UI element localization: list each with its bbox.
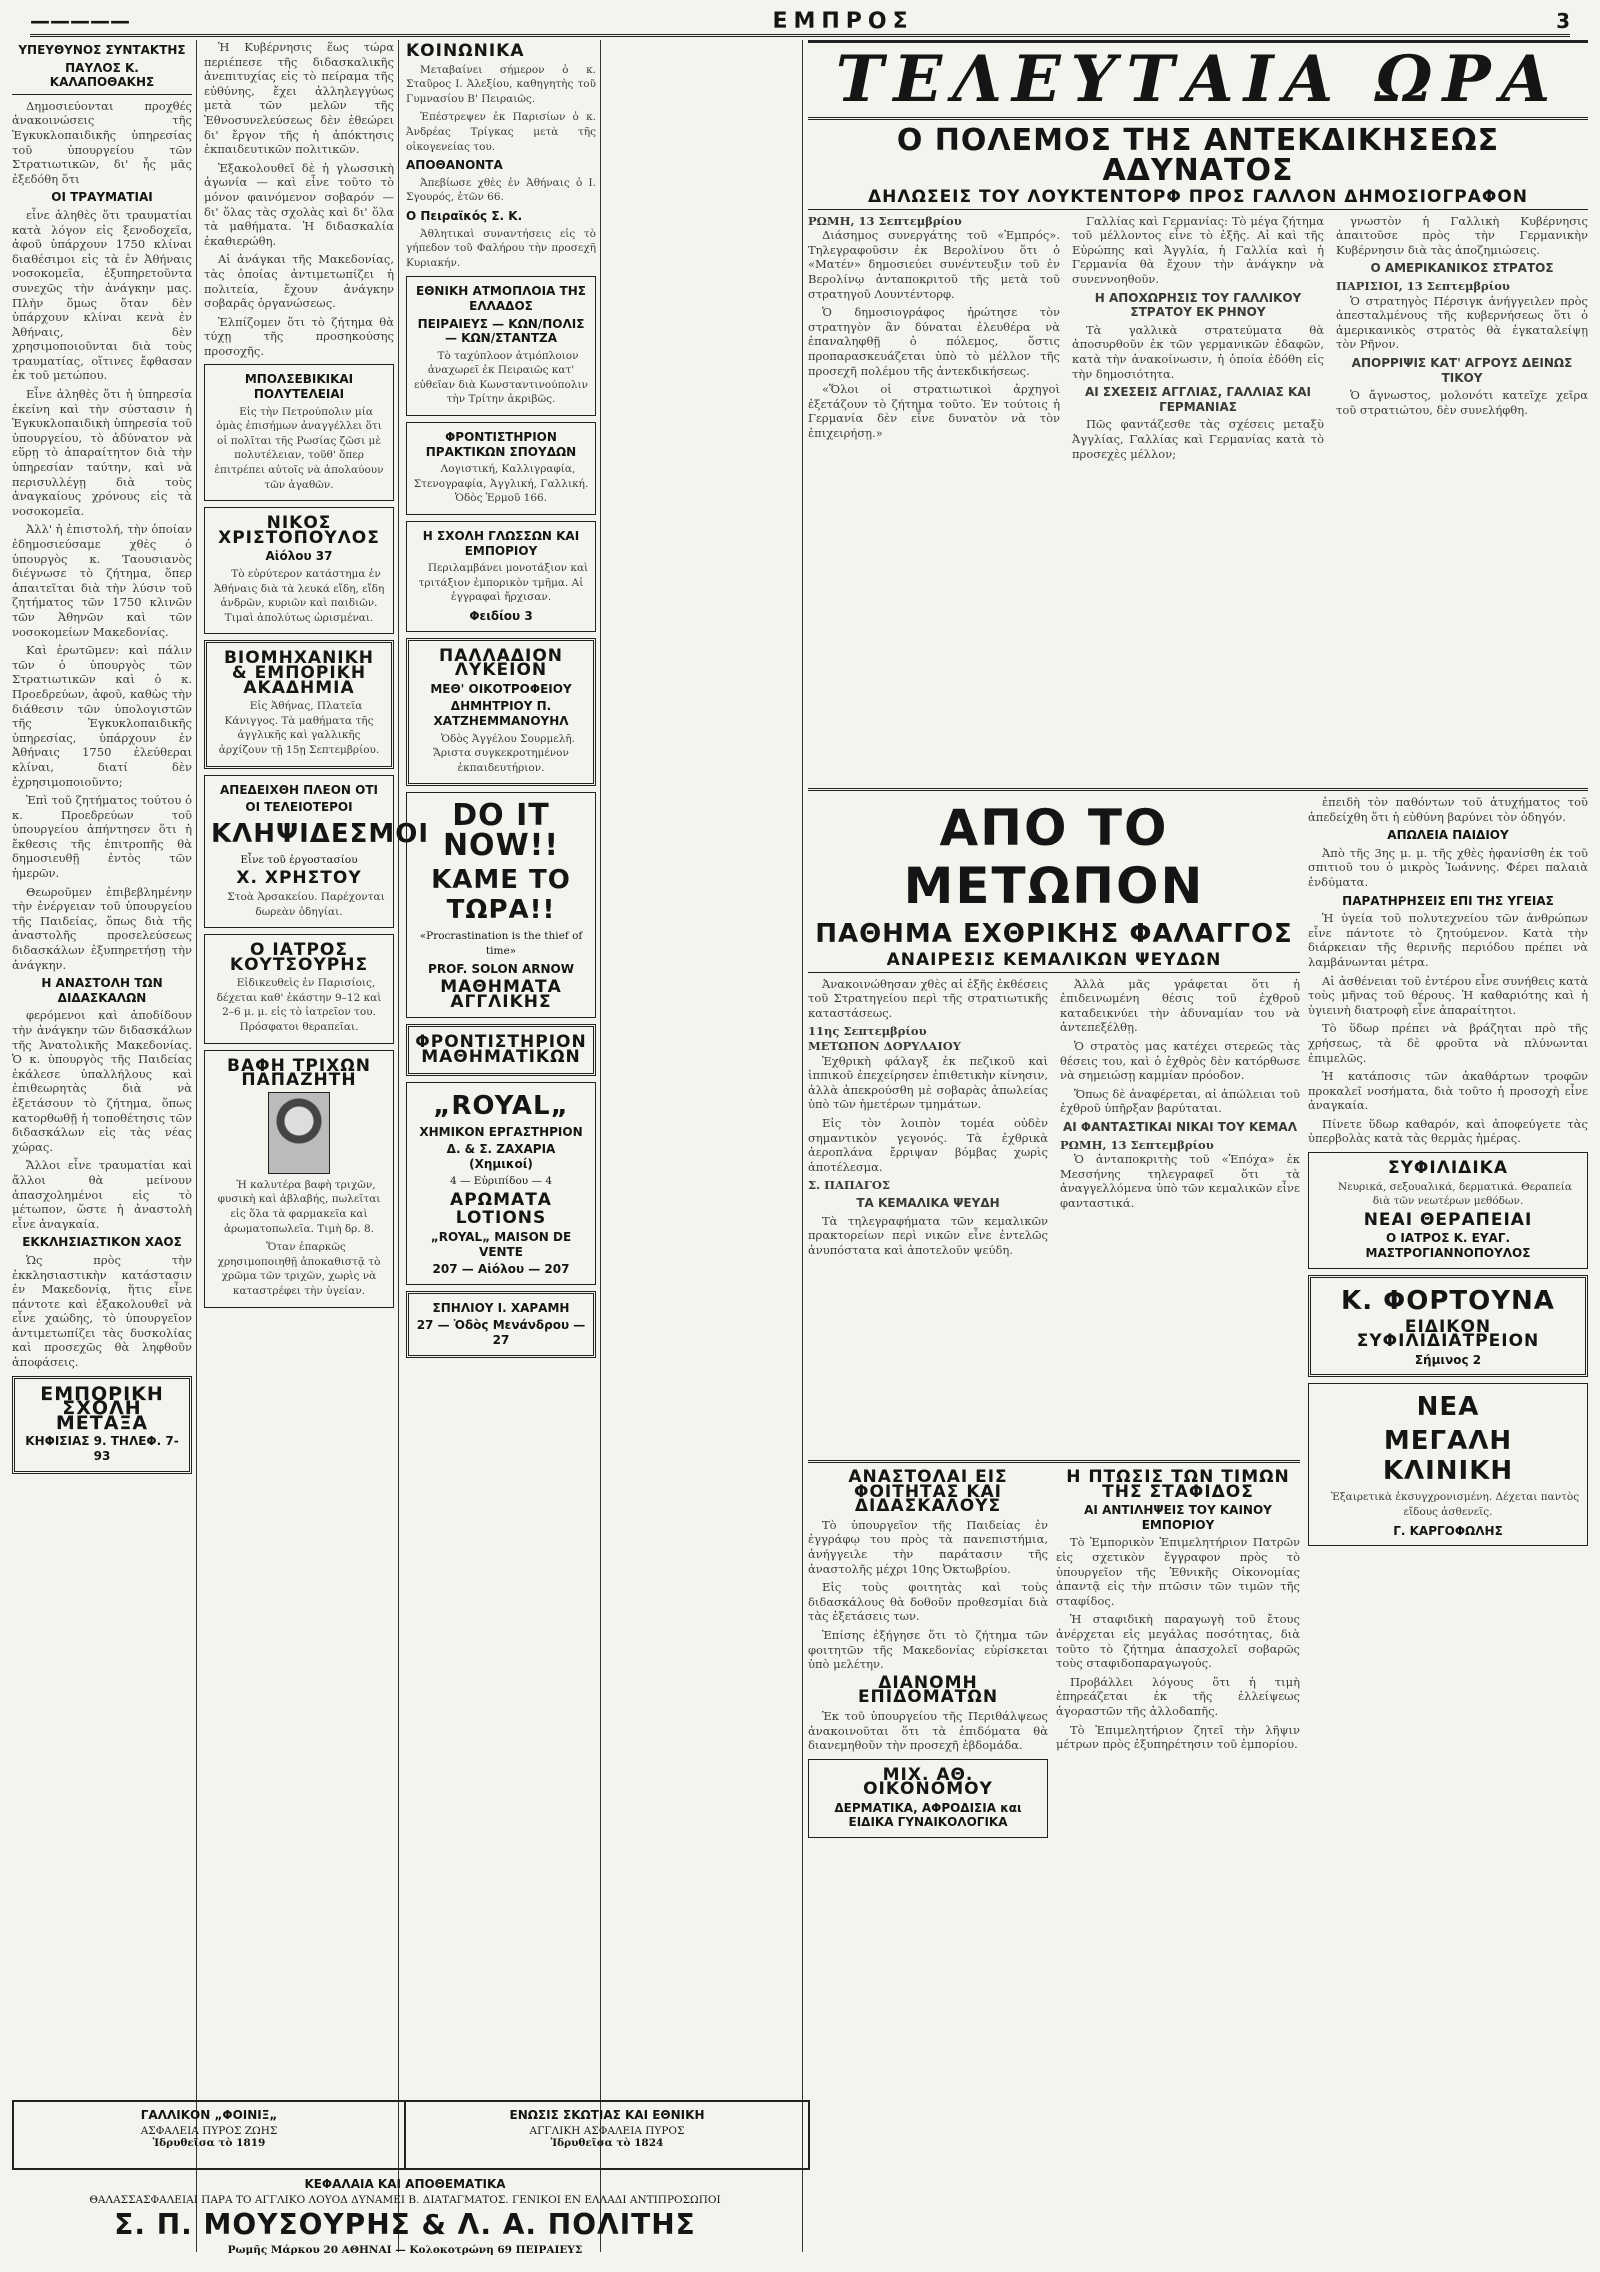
column-rule bbox=[600, 40, 601, 2252]
dateline: ΠΑΡΙΣΙΟΙ, 13 Σεπτεμβρίου bbox=[1336, 278, 1510, 293]
school-ad bbox=[12, 1376, 192, 1474]
klepsydra-ad bbox=[204, 775, 430, 929]
section-heading: ΑΠΩΛΕΙΑ ΠΑΙΔΙΟΥ bbox=[1387, 828, 1509, 843]
shipping-title: ΕΘΝΙΚΗ ΑΤΜΟΠΛΟΙΑ ΤΗΣ ΕΛΛΑΔΟΣ bbox=[416, 284, 586, 313]
royal-shop-address: 207 — Αἰόλου — 207 bbox=[432, 1262, 570, 1277]
phoenix-ad bbox=[12, 2100, 406, 2170]
article-body: Ὡς πρὸς τὴν ἐκκλησιαστικὴν κατάστασιν ἐν Μακεδονίᾳ, ἥτις εἶνε πάντοτε καὶ ἐξακολουθεῖ νὰ εἶνε χαώδης, τὸ ὑπουργεῖον ἀντιμετωπίζει τὰς δυσκολίας καὶ προσεχῶς θὰ ληφθοῦν ἀποφάσεις. bbox=[12, 1252, 192, 1370]
lang-school-address: Φειδίου 3 bbox=[469, 609, 533, 623]
scottish-sub: ΑΓΓΛΙΚΗ ΑΣΦΑΛΕΙΑ ΠΥΡΟΣ bbox=[529, 2125, 685, 2137]
ad-body: Τὸ ταχύπλοον ἀτμόπλοιον ἀναχωρεῖ ἐκ Πειραιῶς κατ' εὐθεῖαν διὰ Κωνσταντινούπολιν τὴν Τρίτην ἀκριβῶς. bbox=[413, 349, 588, 406]
study-title: ΦΡΟΝΤΙΣΤΗΡΙΟΝ ΠΡΑΚΤΙΚΩΝ ΣΠΟΥΔΩΝ bbox=[425, 430, 577, 459]
signature: Σ. ΠΑΠΑΓΟΣ bbox=[808, 1178, 891, 1193]
section-heading: Η ΑΠΟΧΩΡΗΣΙΣ ΤΟΥ ΓΑΛΛΙΚΟΥ ΣΤΡΑΤΟΥ ΕΚ ΡΗΝΟΥ bbox=[1094, 290, 1302, 320]
academy-ad bbox=[204, 640, 394, 768]
syphilis-title: ΣΥΦΙΛΙΔΙΚΑ bbox=[1388, 1158, 1508, 1179]
english-title: ΜΑΘΗΜΑΤΑ ΑΓΓΛΙΚΗΣ bbox=[440, 977, 562, 1012]
fortouna-name: Κ. ΦΟΡΤΟΥΝΑ bbox=[1341, 1285, 1555, 1316]
doctor-name: Ο ΙΑΤΡΟΣ Κ. ΕΥΑΓ. ΜΑΣΤΡΟΓΙΑΝΝΟΠΟΥΛΟΣ bbox=[1365, 1231, 1531, 1261]
clinic-ad bbox=[1308, 1383, 1588, 1546]
insurance-agents: Σ. Π. ΜΟΥΣΟΥΡΗΣ & Λ. Α. ΠΟΛΙΤΗΣ bbox=[114, 2208, 696, 2241]
article-body: Εἰς τὴν Πετρούπολιν μία ὁμὰς ἐπισήμων ἀναγγέλλει ὅτι οἱ πολῖται τῆς Ρωσίας ζῶσι μὲ πολυτέλειαν, τοῦθ' ὅπερ ἐπιτρέπει αὐτοῖς νὰ ἀπολαύουν τῶν ἀγαθῶν. bbox=[214, 405, 384, 491]
editor-name: ΠΑΥΛΟΣ Κ. ΚΑΛΑΠΟΘΑΚΗΣ bbox=[49, 60, 155, 90]
war-subheadline: ΔΗΛΩΣΕΙΣ ΤΟΥ ΛΟΥΚΤΕΝΤΟΡΦ ΠΡΟΣ ΓΑΛΛΟΝ ΔΗΜΟΣΙΟΓΡΑΦΟΝ bbox=[867, 187, 1529, 207]
royal-ad bbox=[406, 1082, 596, 1285]
section-heading: ΟΙ ΤΡΑΥΜΑΤΙΑΙ bbox=[51, 190, 153, 205]
article-body: ἐπειδὴ τὸν παθόντων τοῦ ἀτυχήματος τοῦ ἀπεδείχθη ὅτι ἡ εὐθύνη βαρύνει τὸν ὁδηγόν. bbox=[1308, 795, 1588, 824]
ad-body: Ἐξαιρετικὰ ἐκσυγχρονισμένη. Δέχεται παντὸς εἴδους ἀσθενεῖς. bbox=[1330, 1491, 1580, 1518]
christopoulos-ad bbox=[204, 507, 394, 634]
ophthalmologist-address: 27 — Ὁδὸς Μενάνδρου — 27 bbox=[416, 1318, 586, 1348]
ad-slogan-greek: ΚΑΜΕ ΤΟ ΤΩΡΑ!! bbox=[431, 865, 571, 926]
article-body: Ἡ ὑγεία τοῦ πολυτεχνείου τῶν ἀνθρώπων εἶνε πάντοτε τὸ ζητούμενον. Κατὰ τὴν διάρκειαν τῆς θερινῆς περιόδου πρέπει νὰ λαμβάνωνται μέτρα. Αἱ ἀσθένειαι τοῦ ἐντέρου εἶνε συνήθεις κατὰ τοὺς μῆνας τοῦ θέρους. Ἡ καθαριότης καὶ ἡ ὑγιεινὴ διατροφὴ εἶνε ἀπαραίτητοι. Τὸ ὕδωρ πρέπει νὰ βράζηται πρὸ τῆς χρήσεως, τὰ δὲ φροῦτα νὰ πλύνωνται ἐπιμελῶς. Ἡ κατάποσις τῶν ἀκαθάρτων τροφῶν προκαλεῖ νοσήματα, διὰ τοῦτο ἡ προσοχὴ εἶνε ἀναγκαία. Πίνετε ὕδωρ καθαρόν, καὶ ἀποφεύγετε τὰς ὑπερβολὰς κατὰ τὰς θερμὰς ἡμέρας. bbox=[1308, 911, 1588, 1146]
lyceum-director: ΔΗΜΗΤΡΙΟΥ Π. ΧΑΤΖΗΕΜΜΑΝΟΥΗΛ bbox=[433, 699, 569, 728]
ad-line: Εἶνε τοῦ ἐργοστασίου bbox=[240, 853, 358, 866]
ad-slogan: DO IT NOW!! bbox=[442, 798, 560, 864]
ad-body: Τὸ εὐρύτερον κατάστημα ἐν Ἀθήναις διὰ τὰ λευκά εἴδη, εἴδη ἀνδρῶν, κυριῶν καὶ παιδιῶν. Τιμαὶ ἀπολύτως ὡρισμέναι. bbox=[213, 568, 385, 624]
insurance-footer bbox=[12, 2174, 798, 2256]
fortouna-address: Σήμινος 2 bbox=[1414, 1352, 1482, 1367]
section-divider bbox=[808, 788, 1588, 791]
suspension-section bbox=[808, 1466, 1048, 2056]
column-3 bbox=[406, 40, 596, 1510]
sport-heading: Ο Πειραϊκός Σ. Κ. bbox=[406, 208, 523, 223]
new-therapy-title: ΝΕΑΙ ΘΕΡΑΠΕΙΑΙ bbox=[1363, 1209, 1533, 1230]
article-body: Ἀλλὰ μᾶς γράφεται ὅτι ἡ ἐπιδεινωμένη θέσις τοῦ ἐχθροῦ καταδεικνύει τὴν ἀδυναμίαν του νὰ ἀντεπεξέλθῃ. Ὁ στρατὸς μας κατέχει στερεῶς τὰς θέσεις του, καὶ ὁ ἐχθρὸς δὲν κατόρθωσε νὰ σημειώσῃ καμμίαν πρόοδον. Ὅπως δὲ ἀναφέρεται, αἱ ἀπώλειαι τοῦ ἐχθροῦ ὑπῆρξαν βαρύταται. ΑΙ ΦΑΝΤΑΣΤΙΚΑΙ ΝΙΚΑΙ ΤΟΥ ΚΕΜΑΛ ΡΩΜΗ, 13 Σεπτεμβρίου Ὁ ἀνταποκριτὴς τοῦ «Ἐπόχα» ἐκ Μεσσήνης τηλεγραφεῖ ὅτι τὰ ἀναγγελλόμενα ὑπὸ τῶν κεμαλικῶν εἶνε φανταστικά. bbox=[1060, 976, 1300, 1210]
section-heading: ΤΑ ΚΕΜΑΛΙΚΑ ΨΕΥΔΗ bbox=[856, 1195, 1000, 1210]
front-headline: ΑΠΟ ΤΟ ΜΕΤΩΠΟΝ bbox=[903, 799, 1205, 915]
bolshevik-notice bbox=[204, 364, 394, 501]
lyceum-subtitle: ΜΕΘ' ΟΙΚΟΤΡΟΦΕΙΟΥ bbox=[430, 681, 572, 696]
ad-body: Εἰς Ἀθήνας, Πλατεῖα Κάνιγγος. Τὰ μαθήματα τῆς ἀγγλικῆς καὶ γαλλικῆς ἀρχίζουν τῇ 15ῃ Σεπτεμβρίου. bbox=[218, 700, 380, 756]
shipping-ad bbox=[406, 276, 596, 416]
column-rule bbox=[802, 40, 803, 2252]
section-subheading: ΑΙ ΑΝΤΙΛΗΨΕΙΣ ΤΟΥ ΚΑΙΝΟΥ ΕΜΠΟΡΙΟΥ bbox=[1084, 1503, 1272, 1532]
front-date: 11ης Σεπτεμβρίου bbox=[808, 1024, 927, 1039]
paper-name: ΕΜΠΡΟΣ bbox=[772, 8, 914, 34]
article-body: Τὸ Ἐμπορικὸν Ἐπιμελητήριον Πατρῶν εἰς σχετικὸν ἔγγραφον πρὸς τὸ ὑπουργεῖον τῆς Ἐθνικῆς Οἰκονομίας ἀπαντᾷ εἰς τὴν πτῶσιν τῶν τιμῶν τῆς σταφίδος. Ἡ σταφιδικὴ παραγωγὴ τοῦ ἔτους ἀνέρχεται εἰς μεγάλας ποσότητας, διὰ τοῦτο τὸ ζήτημα ἀπασχολεῖ σοβαρῶς τοὺς σταφιδοπαραγωγούς. Προβάλλει λόγους ὅτι ἡ τιμὴ ἐπηρεάζεται ἐκ τῆς ἐλλείψεως ἀγοραστῶν τῆς ἀλλοδαπῆς. Τὸ Ἐπιμελητήριον ζητεῖ τὴν λῆψιν μέτρων πρὸς ἐξυπηρέτησιν τοῦ ἐμπορίου. bbox=[1056, 1535, 1300, 1752]
math-title: ΦΡΟΝΤΙΣΤΗΡΙΟΝ ΜΑΘΗΜΑΤΙΚΩΝ bbox=[415, 1032, 587, 1067]
doctor-name: Ο ΙΑΤΡΟΣ ΚΟΥΤΣΟΥΡΗΣ bbox=[229, 940, 369, 975]
deaths-heading: ΑΠΟΘΑΝΟΝΤΑ bbox=[406, 158, 503, 173]
section-divider bbox=[808, 1460, 1300, 1463]
advertiser-address: Αἰόλου 37 bbox=[265, 549, 333, 564]
article-body: Ἡ Κυβέρνησις ἕως τώρα περιέπεσε τῆς διδασκαλικῆς ἀνεπιτυχίας εἰς τὸ πείραμα τῆς εὐθύνης, ἔχει ἀλληλεγγύως μετὰ τῶν μελῶν τῆς Ἐθνοσυνελεύσεως δὲν ἐθεώρει δι' ἔργον τῆς ἡ ἀπόκτησις ἐκπαιδευτικῶν πολιτικῶν. Ἐξακολουθεῖ δὲ ἡ γλωσσικὴ ἀγωνία — καὶ εἶνε τοῦτο τὸ μόνον φαινόμενον σοβαρόν — δι' ὅλας τὰς σχολὰς καὶ δι' ὅλα τὰ μαθήματα. Ἡ διδασκαλία ἐκαθιερώθη. Αἱ ἀνάγκαι τῆς Μακεδονίας, τὰς ὁποίας ἀντιμετωπίζει ἡ πολιτεία, ἔχουν ἀνάγκην σοβαρᾶς ὀργανώσεως. Ἐλπίζομεν ὅτι τὸ ζήτημα θὰ τύχῃ τῆς προσηκούσης προσοχῆς. bbox=[204, 40, 394, 358]
study-ad bbox=[406, 422, 596, 515]
article-body: φερόμενοι καὶ ἀποδίδουν τὴν ἀνάγκην τῶν διδασκάλων τῆς Ἀνατολικῆς Μακεδονίας. Ὁ κ. ὑπουργὸς τῆς Παιδείας ἐκάλεσε ὑπαλλήλους καὶ ἐπιθεωρητὰς διὰ νὰ ἐξετάσουν τὸ ζήτημα, ὅπως κατορθωθῇ ἡ τοποθέτησις τῶν διδασκάλων εἰς τὰς νέας χώρας. Ἄλλοι εἶνε τραυματίαι καὶ ἄλλοι θὰ μείνουν ἀπασχολημένοι εἰς τὸ μέτωπον, ὥστε ἡ ἀναστολὴ εἶνε ἀναγκαία. bbox=[12, 1008, 192, 1231]
insurance-marine: ΘΑΛΑΣΣΑΣΦΑΛΕΙΑΙ ΠΑΡΑ ΤΟ ΑΓΓΛΙΚΟ ΛΟΥΟΔ ΔΥΝΑΜΕΙ Β. ΔΙΑΤΑΓΜΑΤΟΣ. ΓΕΝΙΚΟΙ ΕΝ ΕΛΛΑΔΙ ΑΝΤΙΠΡΟΣΩΠΟΙ bbox=[89, 2194, 721, 2206]
ad-body: Νευρικά, σεξουαλικά, δερματικά. Θεραπεία διὰ τῶν νεωτέρων μεθόδων. bbox=[1338, 1180, 1572, 1208]
woman-portrait-icon bbox=[268, 1092, 330, 1174]
ad-product: ΚΛΗΨΙΔΕΣΜΟΙ bbox=[211, 818, 430, 849]
section-heading: Η ΠΤΩΣΙΣ ΤΩΝ ΤΙΜΩΝ ΤΗΣ ΣΤΑΦΙΔΟΣ bbox=[1066, 1467, 1290, 1502]
fortouna-sub: ΕΙΔΙΚΟΝ ΣΥΦΙΛΙΔΙΑΤΡΕΙΟΝ bbox=[1356, 1316, 1540, 1352]
war-headline: Ο ΠΟΛΕΜΟΣ ΤΗΣ ΑΝΤΕΚΔΙΚΗΣΕΩΣ ΑΔΥΝΑΤΟΣ bbox=[896, 123, 1500, 188]
scottish-ad bbox=[404, 2100, 810, 2170]
section-heading: ΑΠΟΡΡΙΨΙΣ ΚΑΤ' ΑΓΡΟΥΣ ΔΕΙΝΩΣ ΤΙΚΟΥ bbox=[1351, 355, 1573, 385]
lang-school-title: Η ΣΧΟΛΗ ΓΛΩΣΣΩΝ ΚΑΙ ΕΜΠΟΡΙΟΥ bbox=[422, 529, 580, 558]
insurance-capital: ΚΕΦΑΛΑΙΑ ΚΑΙ ΑΠΟΘΕΜΑΤΙΚΑ bbox=[304, 2177, 506, 2191]
ad-body: Λογιστική, Καλλιγραφία, Στενογραφία, Ἀγγλική, Γαλλική. Ὁδὸς Ἑρμοῦ 166. bbox=[413, 463, 589, 505]
shipping-route: ΠΕΙΡΑΙΕΥΣ — ΚΩΝ/ΠΟΛΙΣ — ΚΩΝ/ΣΤΑΝΤΖΑ bbox=[417, 316, 585, 346]
article-body: εἶνε ἀληθὲς ὅτι τραυματίαι κατὰ λόγον εἰς ξενοδοχεῖα, ἀφοῦ ὑπάρχουν 1750 κλίναι διαθέσιμοι εἰς τὰ ἐν Ἀθήναις νοσοκομεῖα, ἐξυπηρετοῦντα συνεχῶς τὴν ἀνάγκην μας. Πλὴν ὅμως ὅταν δὲν ὑπάρχουν κλίναι κενὰ ἐν Ἀθήναις, δὲν χρησιμοποιοῦνται διὰ τοὺς τραυματίας, οἵτινες ἔφθασαν ἐκ τοῦ μετώπου. Εἶνε ἀληθὲς ὅτι ἡ ὑπηρεσία ἐκείνη καὶ τὴν σύστασιν ἡ Ἐγκυκλοπαιδικὴ ὑπηρεσία τοῦ ὑπουργείου, τὸ ἀδύνατον νὰ εὕρῃ τὸ ἀπαραίτητον διὰ τὴν ὑπηρεσίαν ταύτην, καὶ νὰ περισυλλέγῃ διὰ τοὺς ἀναγκαίους χρόνους εἰς τὰ νοσοκομεῖα. Ἀλλ' ἡ ἐπιστολή, τὴν ὁποίαν ἐδημοσιεύσαμε χθὲς ὁ ὑπουργὸς κ. Ταουσιανὸς διέγνωσε τὸ ζήτημα, ὅπερ ἀπαιτεῖται διὰ τὴν λύσιν τοῦ ζητήματος τῶν 1750 κλινῶν τῶν Ἀθηνῶν καὶ τῶν νοσοκομείων Μακεδονίας. Καὶ ἐρωτῶμεν: καὶ πάλιν τῶν ὁ ὑπουργὸς τῶν Στρατιωτικῶν καὶ ὁ κ. Προεδρεύων, ἀφοῦ, καθὼς τὴν διάθεσιν τῶν ὑπολογιστῶν τῆς Ἐγκυκλοπαιδικῆς ὑπηρεσίας, ὑπάρχουν ἐν Ἀθήναις 1750 ἐλεύθεραι κλίναι, διατί δὲν ἐχρησιμοποιοῦντο; Ἐπὶ τοῦ ζητήματος τούτου ὁ κ. Προεδρεύων τοῦ ὑπουργείου ἀπήντησεν ὅτι ἡ ἔκθεσις τῆς ἐπιτροπῆς θὰ δημοσιευθῇ ἐντὸς τῶν ἡμερῶν. Θεωροῦμεν ἐπιβεβλημένην τὴν ἐνέργειαν τοῦ ὑπουργείου τῆς Παιδείας, ὅπως διὰ τῆς ἀναστολῆς προσελεύσεως διδασκάλων ἐξυπηρετήσῃ τὴν ἀνάγκην. bbox=[12, 207, 192, 972]
lotions: LOTIONS bbox=[455, 1208, 547, 1229]
section-heading: ΕΚΚΛΗΣΙΑΣΤΙΚΟΝ ΧΑΟΣ bbox=[22, 1235, 182, 1250]
school-title: ΕΜΠΟΡΙΚΗ ΣΧΟΛΗ ΜΕΤΑΞΑ bbox=[40, 1382, 164, 1434]
column-1 bbox=[12, 40, 192, 1510]
section-heading: ΑΙ ΦΑΝΤΑΣΤΙΚΑΙ ΝΙΚΑΙ ΤΟΥ ΚΕΜΑΛ bbox=[1062, 1119, 1297, 1134]
ad-body: Περιλαμβάνει μονοτάξιον καὶ τριτάξιον ἐμπορικὸν τμῆμα. Αἱ ἐγγραφαὶ ἤρχισαν. bbox=[418, 562, 589, 604]
article-body: Ἀθλητικαὶ συναντήσεις εἰς τὸ γήπεδον τοῦ Φαλήρου τὴν προσεχῆ Κυριακήν. bbox=[406, 227, 596, 269]
front-subheadline: ΠΑΘΗΜΑ ΕΧΘΡΙΚΗΣ ΦΑΛΑΓΓΟΣ bbox=[815, 919, 1293, 949]
ad-quote: «Procrastination is the thief of time» bbox=[419, 930, 583, 957]
economou-ad bbox=[808, 1759, 1048, 1838]
royal-owner: Δ. & Σ. ΖΑΧΑΡΙΑ (Χημικοί) bbox=[446, 1142, 556, 1171]
ad-body: Στοὰ Ἀρσακείου. Παρέχονται δωρεὰν ὁδηγίαι. bbox=[227, 890, 385, 918]
article-body: Δημοσιεύονται προχθές ἀνακοινώσεις τῆς Ἐγκυκλοπαιδικῆς ὑπηρεσίας τοῦ ὑπουργείου τῶν Στρατιωτικῶν, δι' ἧς μᾶς ἐξεδόθη ὅτι bbox=[12, 98, 192, 186]
insurance-address: Ρωμῆς Μάρκου 20 ΑΘΗΝΑΙ — Κολοκοτρώνη 69 ΠΕΙΡΑΙΕΥΣ bbox=[227, 2244, 583, 2256]
article-body: γνωστὸν ἡ Γαλλικὴ Κυβέρνησις ἀπαιτοῦσε πρὸς τὴν Γερμανικὴν Κυβέρνησιν διὰ τὰς ἀποζημιώσεις. Ο ΑΜΕΡΙΚΑΝΙΚΟΣ ΣΤΡΑΤΟΣ ΠΑΡΙΣΙΟΙ, 13 Σεπτεμβρίου Ὁ στρατηγὸς Πέρσιγκ ἀνήγγειλεν πρὸς ἀπεσταλμένους τῆς κυβερνήσεως ὅτι ὁ ἀμερικανικὸς στρατὸς θὰ ἐγκαταλείψῃ τὸν Ρῆνον. ΑΠΟΡΡΙΨΙΣ ΚΑΤ' ΑΓΡΟΥΣ ΔΕΙΝΩΣ ΤΙΚΟΥ Ὁ ἄγνωστος, μολονότι κατεῖχε χεῖρα τοῦ στρατιώτου, δὲν συνελήφθη. bbox=[1336, 213, 1588, 417]
section-heading: ΑΝΑΣΤΟΛΑΙ ΕΙΣ ΦΟΙΤΗΤΑΣ ΚΑΙ ΔΙΔΑΣΚΑΛΟΥΣ bbox=[848, 1467, 1008, 1517]
phoenix-sub: ΑΣΦΑΛΕΙΑ ΠΥΡΟΣ ΖΩΗΣ bbox=[140, 2125, 278, 2137]
page-number: 3 bbox=[1556, 9, 1570, 33]
clinic-new: ΝΕΑ bbox=[1416, 1392, 1480, 1423]
article-body: Γαλλίας καὶ Γερμανίας: Τὸ μέγα ζήτημα τοῦ μέλλοντος εἶνε τὸ ἑξῆς. Αἱ καὶ τῆς Εὐρώπης καὶ Ἀγγλία, ἡ Γαλλία καὶ ἡ Γερμανία θὰ ἔχουν τὴν ἀνάγκην νὰ συνεννοηθοῦν. Η ΑΠΟΧΩΡΗΣΙΣ ΤΟΥ ΓΑΛΛΙΚΟΥ ΣΤΡΑΤΟΥ ΕΚ ΡΗΝΟΥ Τὰ γαλλικὰ στρατεύματα θὰ ἀποσυρθοῦν ἐκ τῶν γερμανικῶν ἐδαφῶν, κατὰ τὴν ἀνακοίνωσιν, ἡ ὁποία ἐδόθη εἰς τὴν δημοσιότητα. ΑΙ ΣΧΕΣΕΙΣ ΑΓΓΛΙΑΣ, ΓΑΛΛΙΑΣ ΚΑΙ ΓΕΡΜΑΝΙΑΣ Πῶς φαντάζεσθε τὰς σχέσεις μεταξὺ Ἀγγλίας, Γαλλίας καὶ Γερμανίας κατὰ τὸ προσεχὲς μέλλον; bbox=[1072, 213, 1324, 461]
royal-sub: ΧΗΜΙΚΟΝ ΕΡΓΑΣΤΗΡΙΟΝ bbox=[419, 1124, 583, 1139]
lang-school-ad bbox=[406, 521, 596, 632]
last-hour-section bbox=[808, 40, 1588, 785]
front-subheadline-2: ΑΝΑΙΡΕΣΙΣ ΚΕΜΑΛΙΚΩΝ ΨΕΥΔΩΝ bbox=[886, 950, 1222, 970]
english-ad bbox=[406, 792, 596, 1018]
lyceum-ad bbox=[406, 638, 596, 787]
academy-title: ΒΙΟΜΗΧΑΝΙΚΗ & ΕΜΠΟΡΙΚΗ ΑΚΑΔΗΜΙΑ bbox=[223, 648, 375, 698]
masthead bbox=[30, 8, 1570, 37]
ophthalmologist-name: ΣΠΗΛΙΟΥ Ι. ΧΑΡΑΜΗ bbox=[432, 1300, 570, 1315]
column-2 bbox=[204, 40, 430, 1510]
royal-name: „ROYAL„ bbox=[433, 1090, 569, 1121]
section-heading: ΠΑΡΑΤΗΡΗΣΕΙΣ ΕΠΙ ΤΗΣ ΥΓΕΙΑΣ bbox=[1342, 893, 1554, 908]
dateline: ΡΩΜΗ, 13 Σεπτεμβρίου bbox=[808, 213, 962, 228]
social-heading: ΚΟΙΝΩΝΙΚΑ bbox=[406, 41, 525, 61]
ad-line: ΑΠΕΔΕΙΧΘΗ ΠΛΕΟΝ ΟΤΙ bbox=[220, 782, 378, 797]
ophthalmologist-ad bbox=[406, 1291, 596, 1358]
section-heading: Η ΑΝΑΣΤΟΛΗ ΤΩΝ ΔΙΔΑΣΚΑΛΩΝ bbox=[41, 976, 163, 1005]
masthead-left-rule: ————— bbox=[30, 9, 130, 33]
lyceum-title: ΠΑΛΛΑΔΙΟΝ ΛΥΚΕΙΟΝ bbox=[438, 645, 563, 681]
section-heading: ΑΙ ΣΧΕΣΕΙΣ ΑΓΓΛΙΑΣ, ΓΑΛΛΙΑΣ ΚΑΙ ΓΕΡΜΑΝΙΑΣ bbox=[1084, 385, 1312, 414]
aromata: ΑΡΩΜΑΤΑ bbox=[450, 1189, 552, 1210]
clinic-title: ΜΕΓΑΛΗ ΚΛΙΝΙΚΗ bbox=[1382, 1426, 1514, 1487]
column-rule bbox=[398, 40, 399, 2252]
front-sector: ΜΕΤΩΠΟΝ ΔΟΡΥΛΑΙΟΥ bbox=[808, 1038, 961, 1053]
column-rule bbox=[196, 40, 197, 2252]
article-body: Ἀνακοινώθησαν χθὲς αἱ ἑξῆς ἐκθέσεις τοῦ Στρατηγείου περὶ τῆς στρατιωτικῆς καταστάσεως. 11ης Σεπτεμβρίου ΜΕΤΩΠΟΝ ΔΟΡΥΛΑΙΟΥ Ἐχθρικὴ φάλαγξ ἐκ πεζικοῦ καὶ ἱππικοῦ ἐπεχείρησεν ἐπιθετικὴν κίνησιν, ἀλλὰ ἀπεκρούσθη μὲ σοβαρὰς ἀπωλείας ὑπὸ τῶν ἡμετέρων τμημάτων. Εἰς τὸν λοιπὸν τομέα οὐδὲν σημαντικὸν γεγονός. Τὰ ἐχθρικὰ ἀεροπλάνα ἔρριψαν βόμβας χωρὶς ἀποτέλεσμα. Σ. ΠΑΠΑΓΟΣ ΤΑ ΚΕΜΑΛΙΚΑ ΨΕΥΔΗ Τὰ τηλεγραφήματα τῶν κεμαλικῶν πρακτορείων περὶ νικῶν εἶνε ἐντελῶς ἀνυπόστατα καὶ ἀποτελοῦν ψεύδη. bbox=[808, 976, 1048, 1257]
responsible-editor-label: ΥΠΕΥΘΥΝΟΣ ΣΥΝΤΑΚΤΗΣ bbox=[18, 43, 186, 57]
section-heading: Ο ΑΜΕΡΙΚΑΝΙΚΟΣ ΣΤΡΑΤΟΣ bbox=[1370, 261, 1554, 276]
section-heading: ΔΙΑΝΟΜΗ ΕΠΙΔΟΜΑΤΩΝ bbox=[857, 1672, 999, 1708]
ad-body: Ὁδὸς Ἀγγέλου Σουρμελῆ. Ἄριστα συγκεκροτημένον ἐκπαιδευτήριον. bbox=[433, 732, 575, 774]
doctor-ad bbox=[204, 934, 394, 1044]
article-body: Ἀπεβίωσε χθὲς ἐν Ἀθήναις ὁ Ι. Σγουρός, ἐτῶν 66. bbox=[406, 176, 596, 204]
fortouna-ad bbox=[1308, 1275, 1588, 1378]
article-body: ΡΩΜΗ, 13 Σεπτεμβρίου Διάσημος συνεργάτης τοῦ «Ἐμπρός». Τηλεγραφοῦσιν ἐκ Βερολίνου ὅτι ὁ «Ματέν» δημοσιεύει συνέντευξιν τοῦ ἐν Βερολίνῳ ἀνταποκριτοῦ τῆς μετὰ τοῦ στρατηγοῦ Λουντέντορφ. Ὁ δημοσιογράφος ἠρώτησε τὸν στρατηγὸν ἂν δύναται ἐλευθέρα νὰ ἐπαναληφθῇ ὁ πόλεμος, ὅστις προπαρασκευάζεται ὑπὸ τὸ μέλλον τῆς προσεχῆ πολέμου τῆς ἀντεκδικήσεως. «Ὅλοι οἱ στρατιωτικοὶ ἀρχηγοὶ ἐξετάζουν τὸ ζήτημα τοῦτο. Ἐν τούτοις ἡ Γερμανία δὲν εἶνε δυνατὸν νὰ τὸν ἐπιχειρήσῃ.» bbox=[808, 213, 1060, 440]
hair-dye-title: ΒΑΦΗ ΤΡΙΧΩΝ ΠΑΠΑΖΗΤΗ bbox=[227, 1055, 371, 1091]
phoenix-year: Ἱδρυθεῖσα τὸ 1819 bbox=[152, 2137, 266, 2149]
ad-line: ΟΙ ΤΕΛΕΙΟΤΕΡΟΙ bbox=[245, 800, 353, 815]
ad-body: Εἰδικευθεὶς ἐν Παρισίοις, δέχεται καθ' ἑκάστην 9–12 καὶ 2–6 μ. μ. εἰς τὸ ἰατρεῖον του. Πρόσφατοι θεραπεῖαι. bbox=[216, 977, 382, 1034]
ad-body: Ἡ καλυτέρα βαφὴ τριχῶν, φυσικὴ καὶ ἀβλαβής, πωλεῖται εἰς ὅλα τὰ φαρμακεῖα καὶ ἀρωματοπωλεῖα. Τιμὴ δρ. 8. Ὅταν ἐπαρκῶς χρησιμοποιηθῇ ἀποκαθιστᾷ τὸ χρῶμα τῶν τριχῶν, χωρὶς νὰ καταστρέφει τὴν ὑγείαν. bbox=[217, 1178, 381, 1297]
article-body: Ἐκ τοῦ ὑπουργείου τῆς Περιθάλψεως ἀνακοινοῦται ὅτι τὰ ἐπιδόματα θὰ διανεμηθοῦν τὴν προσεχῆ ἑβδομάδα. bbox=[808, 1708, 1048, 1753]
section-heading: ΜΠΟΛΣΕΒΙΚΙΚΑΙ ΠΟΛΥΤΕΛΕΙΑΙ bbox=[244, 372, 354, 402]
last-hour-banner: ΤΕΛΕΥΤΑΙΑ ΩΡΑ bbox=[808, 40, 1588, 120]
school-address: ΚΗΦΙΣΙΑΣ 9. ΤΗΛΕΦ. 7-93 bbox=[25, 1434, 179, 1464]
ad-maker: Χ. ΧΡΗΣΤΟΥ bbox=[236, 868, 362, 889]
syphilis-ad bbox=[1308, 1152, 1588, 1269]
article-body: Μεταβαίνει σήμερον ὁ κ. Σταῦρος Ι. Ἀλεξίου, καθηγητὴς τοῦ Γυμνασίου Β' Πειραιῶς. Ἐπέστρεψεν ἐκ Παρισίων ὁ κ. Ἀνδρέας Τρίγκας μετὰ τῆς οἰκογενείας του. bbox=[406, 63, 596, 153]
advertiser-name: ΝΙΚΟΣ ΧΡΙΣΤΟΠΟΥΛΟΣ bbox=[218, 513, 380, 548]
front-section bbox=[808, 795, 1300, 1455]
phoenix-title: ΓΑΛΛΙΚΟΝ „ΦΟΙΝΙΞ„ bbox=[140, 2108, 278, 2122]
teacher-name: PROF. SOLON ARNOW bbox=[428, 961, 574, 976]
scottish-year: Ἱδρυθεῖσα τὸ 1824 bbox=[550, 2137, 664, 2149]
article-body: Τὸ ὑπουργεῖον τῆς Παιδείας ἐν ἐγγράφῳ του πρὸς τὰ πανεπιστήμια, ἀνήγγειλε τὴν παράτασιν τῆς ἀναστολῆς μέχρι 10ης Ὀκτωβρίου. Εἰς τοὺς φοιτητὰς καὶ τοὺς διδασκάλους θὰ δοθοῦν προθεσμίαι διὰ τὰς ἐξετάσεις των. Ἐπίσης ἐξήγησε ὅτι τὸ ζήτημα τῶν φοιτητῶν τῆς Μακεδονίας εὑρίσκεται ὑπὸ μελέτην. bbox=[808, 1517, 1048, 1672]
economou-sub: ΔΕΡΜΑΤΙΚΑ, ΑΦΡΟΔΙΣΙΑ και ΕΙΔΙΚΑ ΓΥΝΑΙΚΟΛΟΓΙΚΑ bbox=[834, 1800, 1022, 1830]
article-body: Ἀπὸ τῆς 3ης μ. μ. τῆς χθὲς ἠφανίσθη ἐκ τοῦ σπιτιοῦ του ὁ μικρὸς Ἰωάννης. Φέρει παλαιὰ ἐνδύματα. bbox=[1308, 845, 1588, 889]
math-ad bbox=[406, 1024, 596, 1075]
scottish-title: ΕΝΩΣΙΣ ΣΚΩΤΙΑΣ ΚΑΙ ΕΘΝΙΚΗ bbox=[509, 2108, 705, 2122]
health-column bbox=[1308, 795, 1588, 1795]
raisins-section bbox=[1056, 1466, 1300, 2056]
economou-name: ΜΙΧ. ΑΘ. ΟΙΚΟΝΟΜΟΥ bbox=[863, 1764, 993, 1800]
royal-address: 4 — Εὐριπίδου — 4 bbox=[449, 1175, 553, 1188]
royal-shop: „ROYAL„ MAISON DE VENTE bbox=[430, 1230, 572, 1259]
clinic-director: Γ. ΚΑΡΓΟΦΩΛΗΣ bbox=[1393, 1523, 1503, 1538]
dateline: ΡΩΜΗ, 13 Σεπτεμβρίου bbox=[1060, 1137, 1214, 1152]
hair-dye-ad bbox=[204, 1050, 394, 1308]
